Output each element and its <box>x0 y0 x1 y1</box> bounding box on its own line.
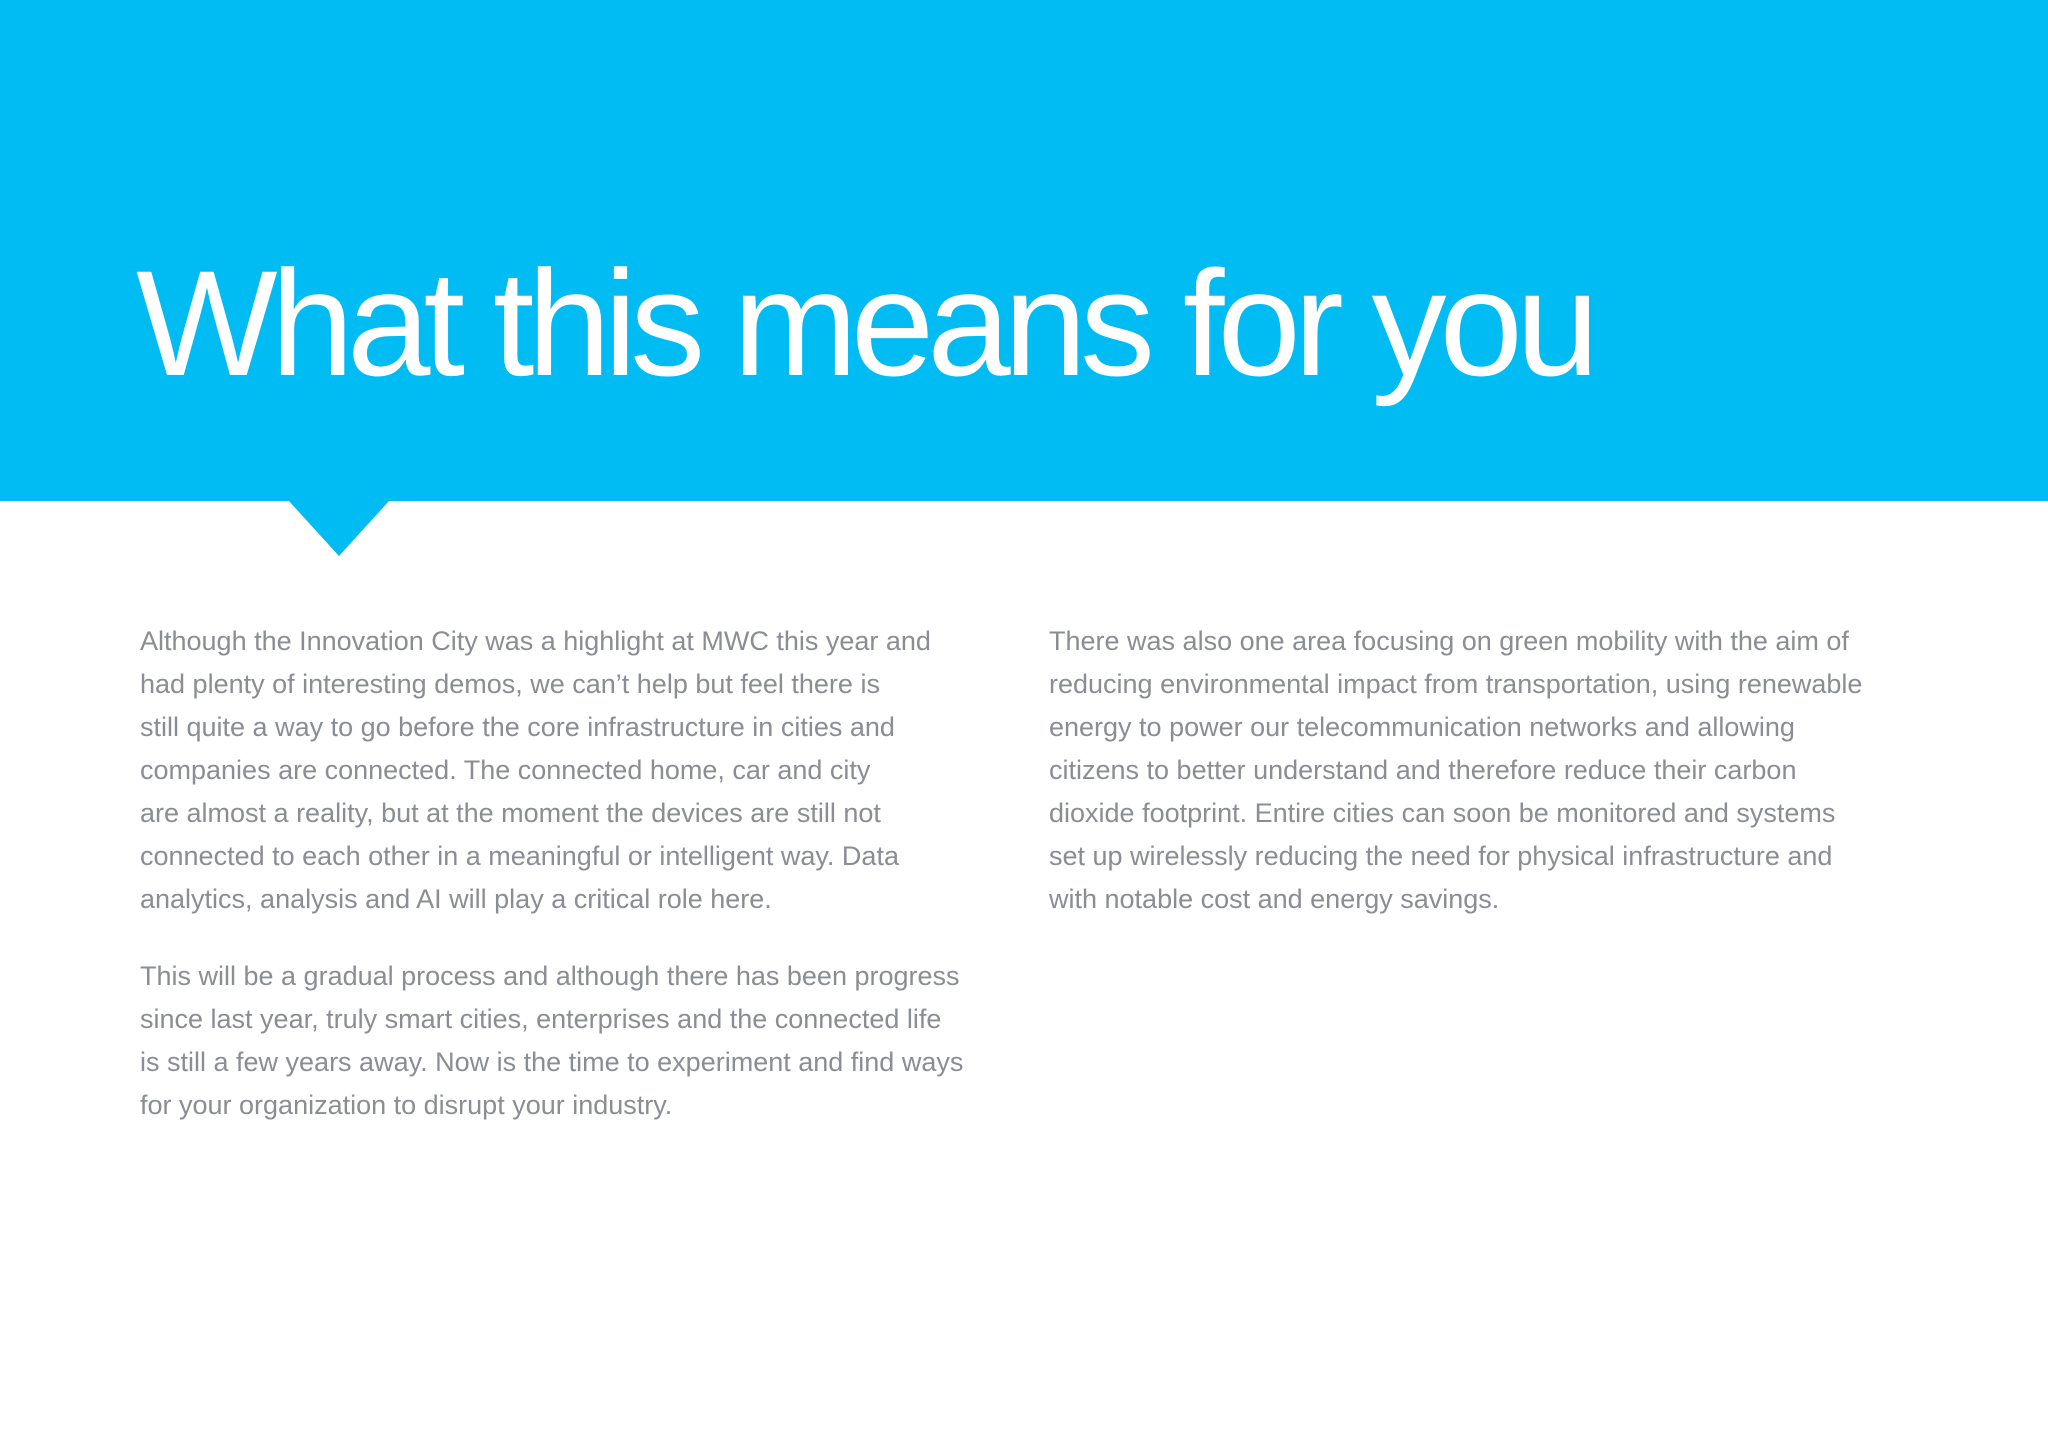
paragraph-green-mobility <box>1049 620 1929 921</box>
paragraph-line: for your organization to disrupt your industry. <box>140 1090 673 1120</box>
page-title: What this means for you <box>136 239 1593 407</box>
paragraph-line: is still a few years away. Now is the time to experiment and find ways <box>140 1047 964 1077</box>
paragraph-line: are almost a reality, but at the moment the devices are still not <box>140 798 881 828</box>
paragraph-line: connected to each other in a meaningful or intelligent way. Data <box>140 841 899 871</box>
paragraph-gradual-process <box>140 955 1020 1127</box>
paragraph-line: companies are connected. The connected home, car and city <box>140 755 871 785</box>
paragraph-line: energy to power our telecommunication networks and allowing <box>1049 712 1795 742</box>
paragraph-line: since last year, truly smart cities, enterprises and the connected life <box>140 1004 942 1034</box>
paragraph-line: This will be a gradual process and although there has been progress <box>140 961 960 991</box>
paragraph-line: had plenty of interesting demos, we can’t help but feel there is <box>140 669 880 699</box>
right-column <box>1049 620 1929 921</box>
paragraph-line: still quite a way to go before the core infrastructure in cities and <box>140 712 895 742</box>
banner-pointer-triangle <box>288 500 390 556</box>
paragraph-line: dioxide footprint. Entire cities can soon be monitored and systems <box>1049 798 1836 828</box>
paragraph-line: Although the Innovation City was a highlight at MWC this year and <box>140 626 931 656</box>
left-column <box>140 620 1020 1127</box>
paragraph-intro <box>140 620 1020 921</box>
paragraph-line: reducing environmental impact from transportation, using renewable <box>1049 669 1863 699</box>
paragraph-line: analytics, analysis and AI will play a critical role here. <box>140 884 772 914</box>
paragraph-line: with notable cost and energy savings. <box>1049 884 1500 914</box>
paragraph-spacer <box>140 921 1020 955</box>
paragraph-line: set up wirelessly reducing the need for physical infrastructure and <box>1049 841 1833 871</box>
paragraph-line: There was also one area focusing on green mobility with the aim of <box>1049 626 1849 656</box>
paragraph-line: citizens to better understand and therefore reduce their carbon <box>1049 755 1797 785</box>
